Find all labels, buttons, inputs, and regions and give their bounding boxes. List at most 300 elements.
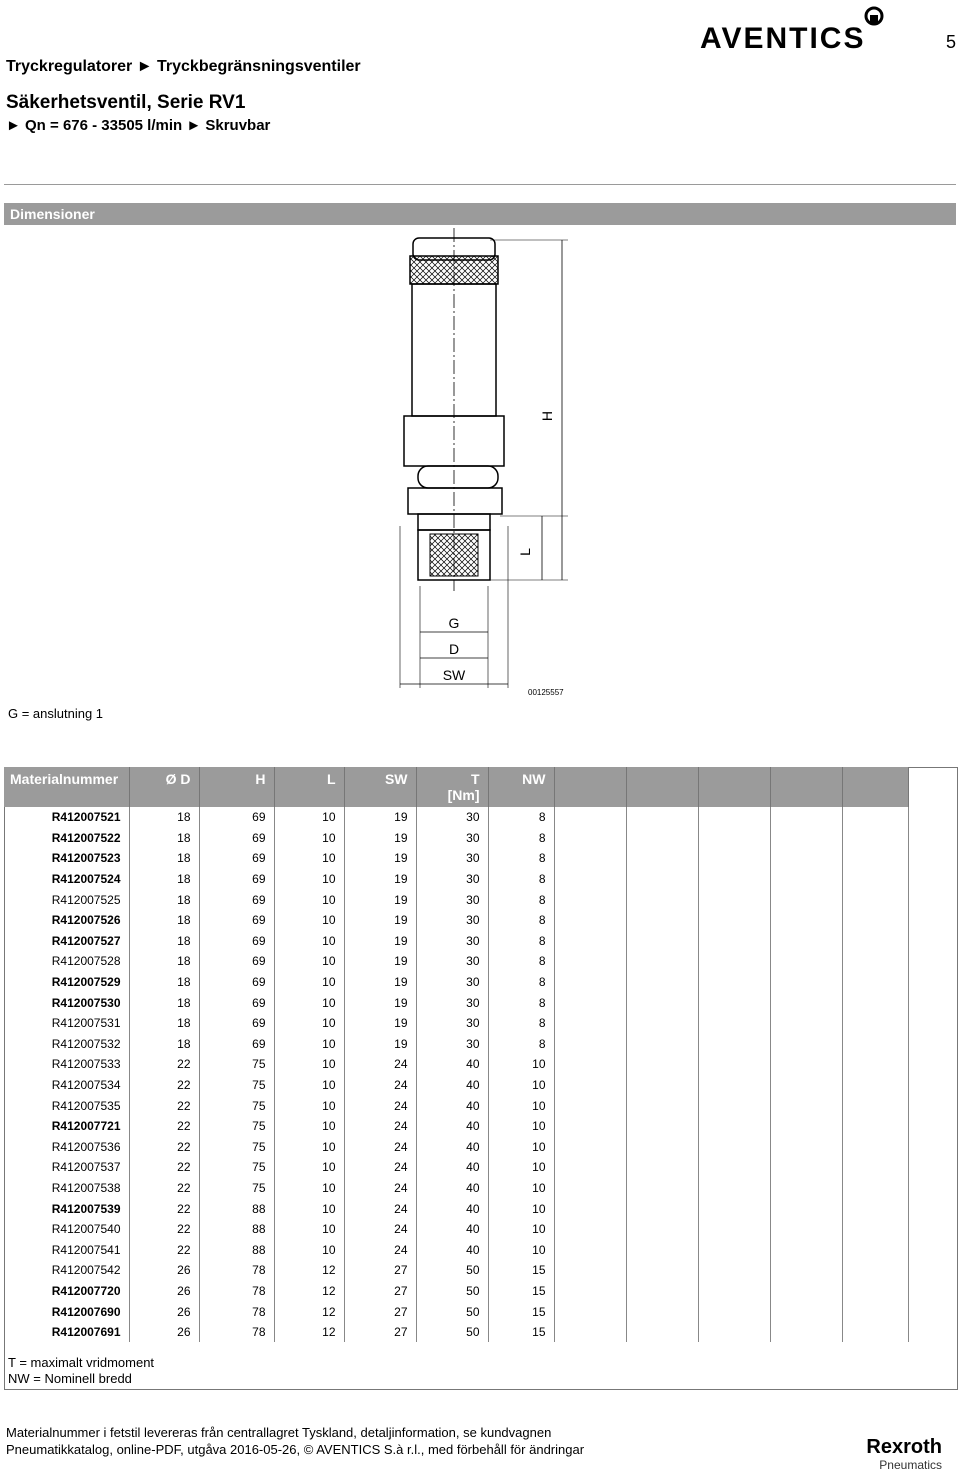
empty-cell <box>626 972 698 993</box>
table-row <box>4 1116 908 1137</box>
table-cell: 19 <box>344 1013 416 1034</box>
table-cell: 10 <box>274 869 344 890</box>
page-number: 5 <box>945 32 956 52</box>
empty-cell <box>770 1239 842 1260</box>
dim-g: G <box>448 615 460 631</box>
table-cell: 10 <box>274 807 344 828</box>
empty-cell <box>842 1013 908 1034</box>
empty-cell <box>554 1137 626 1158</box>
table-cell: 26 <box>129 1301 199 1322</box>
table-cell: 8 <box>488 828 554 849</box>
material-number: R412007528 <box>4 951 129 972</box>
table-cell: 18 <box>129 848 199 869</box>
material-number: R412007537 <box>4 1157 129 1178</box>
empty-cell <box>842 951 908 972</box>
empty-cell <box>626 848 698 869</box>
table-cell: 24 <box>344 1239 416 1260</box>
table-cell: 69 <box>199 807 274 828</box>
table-cell: 40 <box>416 1239 488 1260</box>
empty-cell <box>770 951 842 972</box>
table-cell: 26 <box>129 1281 199 1302</box>
table-cell: 22 <box>129 1054 199 1075</box>
material-number: R412007691 <box>4 1322 129 1343</box>
table-cell: 22 <box>129 1116 199 1137</box>
empty-cell <box>626 1322 698 1343</box>
empty-cell <box>842 1095 908 1116</box>
table-row <box>4 1137 908 1158</box>
empty-cell <box>554 848 626 869</box>
table-cell: 10 <box>274 1178 344 1199</box>
empty-cell <box>554 1157 626 1178</box>
table-row <box>4 1013 908 1034</box>
table-cell: 10 <box>488 1116 554 1137</box>
material-number: R412007523 <box>4 848 129 869</box>
empty-cell <box>770 1137 842 1158</box>
table-cell: 69 <box>199 931 274 952</box>
empty-cell <box>626 828 698 849</box>
table-cell: 10 <box>488 1178 554 1199</box>
empty-cell <box>770 1095 842 1116</box>
empty-cell <box>554 889 626 910</box>
empty-cell <box>554 1116 626 1137</box>
col-materialnummer: Materialnummer <box>4 767 129 807</box>
footer-catalog: Pneumatikkatalog, online-PDF, utgåva 2016-05-26, © AVENTICS S.à r.l., med förbehåll för ändringar <box>6 1442 585 1457</box>
material-number: R412007539 <box>4 1198 129 1219</box>
empty-cell <box>554 1013 626 1034</box>
table-cell: 19 <box>344 972 416 993</box>
material-number: R412007720 <box>4 1281 129 1302</box>
table-cell: 40 <box>416 1178 488 1199</box>
dim-l: L <box>517 548 533 556</box>
table-cell: 30 <box>416 1034 488 1055</box>
col-sw: SW <box>344 767 416 807</box>
table-cell: 22 <box>129 1075 199 1096</box>
table-cell: 50 <box>416 1281 488 1302</box>
table-cell: 78 <box>199 1322 274 1343</box>
dimensions-table <box>4 767 909 1342</box>
table-row <box>4 1239 908 1260</box>
empty-cell <box>770 1013 842 1034</box>
table-cell: 69 <box>199 848 274 869</box>
table-cell: 10 <box>274 1198 344 1219</box>
empty-cell <box>626 1239 698 1260</box>
table-cell: 8 <box>488 869 554 890</box>
table-cell: 22 <box>129 1095 199 1116</box>
table-cell: 18 <box>129 828 199 849</box>
empty-cell <box>626 1013 698 1034</box>
empty-cell <box>626 992 698 1013</box>
table-cell: 10 <box>274 1137 344 1158</box>
empty-cell <box>842 1157 908 1178</box>
table-cell: 30 <box>416 889 488 910</box>
table-cell: 10 <box>488 1137 554 1158</box>
table-cell: 8 <box>488 931 554 952</box>
empty-cell <box>842 1116 908 1137</box>
note-t: T = maximalt vridmoment <box>8 1355 155 1370</box>
empty-cell <box>842 807 908 828</box>
table-cell: 19 <box>344 931 416 952</box>
empty-cell <box>770 889 842 910</box>
table-row <box>4 1322 908 1343</box>
table-cell: 10 <box>274 972 344 993</box>
empty-cell <box>626 1198 698 1219</box>
empty-cell <box>698 910 770 931</box>
table-cell: 24 <box>344 1137 416 1158</box>
table-row <box>4 1198 908 1219</box>
table-row <box>4 1178 908 1199</box>
table-cell: 24 <box>344 1054 416 1075</box>
table-cell: 26 <box>129 1260 199 1281</box>
empty-cell <box>770 1054 842 1075</box>
rexroth-logo: Rexroth <box>866 1436 942 1458</box>
empty-cell <box>698 1322 770 1343</box>
table-cell: 12 <box>274 1260 344 1281</box>
empty-cell <box>698 1178 770 1199</box>
table-row <box>4 951 908 972</box>
breadcrumb: Tryckregulatorer ► Tryckbegränsningsventiler <box>6 58 361 75</box>
empty-cell <box>698 889 770 910</box>
empty-cell <box>626 1281 698 1302</box>
material-number: R412007530 <box>4 992 129 1013</box>
table-cell: 10 <box>274 828 344 849</box>
table-cell: 69 <box>199 1013 274 1034</box>
table-cell: 30 <box>416 869 488 890</box>
table-cell: 8 <box>488 992 554 1013</box>
table-cell: 40 <box>416 1198 488 1219</box>
empty-cell <box>842 1075 908 1096</box>
table-cell: 75 <box>199 1157 274 1178</box>
table-cell: 12 <box>274 1281 344 1302</box>
table-cell: 30 <box>416 931 488 952</box>
empty-cell <box>626 1116 698 1137</box>
table-cell: 19 <box>344 1034 416 1055</box>
empty-cell <box>842 1301 908 1322</box>
empty-cell <box>698 1219 770 1240</box>
table-cell: 18 <box>129 910 199 931</box>
table-cell: 30 <box>416 992 488 1013</box>
table-cell: 10 <box>274 848 344 869</box>
table-cell: 10 <box>274 910 344 931</box>
empty-cell <box>554 910 626 931</box>
table-cell: 30 <box>416 951 488 972</box>
empty-cell <box>626 1178 698 1199</box>
divider <box>4 184 956 185</box>
material-number: R412007527 <box>4 931 129 952</box>
material-number: R412007538 <box>4 1178 129 1199</box>
table-cell: 15 <box>488 1281 554 1302</box>
table-cell: 27 <box>344 1301 416 1322</box>
empty-cell <box>698 807 770 828</box>
drawing-number: 00125557 <box>528 688 564 697</box>
empty-cell <box>698 951 770 972</box>
empty-cell <box>770 828 842 849</box>
table-row <box>4 931 908 952</box>
table-cell: 15 <box>488 1322 554 1343</box>
empty-cell <box>698 1137 770 1158</box>
table-cell: 50 <box>416 1322 488 1343</box>
empty-cell <box>842 828 908 849</box>
material-number: R412007521 <box>4 807 129 828</box>
empty-cell <box>698 1281 770 1302</box>
empty-cell <box>554 1219 626 1240</box>
empty-cell <box>626 1034 698 1055</box>
table-cell: 40 <box>416 1219 488 1240</box>
empty-cell <box>770 869 842 890</box>
table-cell: 40 <box>416 1054 488 1075</box>
col-diameter: Ø D <box>129 767 199 807</box>
material-number: R412007531 <box>4 1013 129 1034</box>
col-h: H <box>199 767 274 807</box>
table-row <box>4 1034 908 1055</box>
table-cell: 12 <box>274 1301 344 1322</box>
table-row <box>4 807 908 828</box>
table-cell: 19 <box>344 910 416 931</box>
table-cell: 18 <box>129 869 199 890</box>
empty-cell <box>842 992 908 1013</box>
connection-note: G = anslutning 1 <box>8 706 104 721</box>
empty-cell <box>698 1054 770 1075</box>
empty-cell <box>626 1301 698 1322</box>
empty-cell <box>626 889 698 910</box>
section-header: Dimensioner <box>4 203 956 225</box>
table-cell: 24 <box>344 1075 416 1096</box>
dim-sw: SW <box>442 667 466 683</box>
table-cell: 22 <box>129 1157 199 1178</box>
table-cell: 8 <box>488 807 554 828</box>
empty-cell <box>842 1322 908 1343</box>
table-row <box>4 828 908 849</box>
empty-cell <box>770 1034 842 1055</box>
table-cell: 78 <box>199 1301 274 1322</box>
empty-cell <box>554 972 626 993</box>
table-cell: 10 <box>488 1054 554 1075</box>
table-cell: 40 <box>416 1095 488 1116</box>
empty-cell <box>770 1178 842 1199</box>
aventics-logo <box>700 4 890 59</box>
empty-cell <box>626 951 698 972</box>
empty-cell <box>842 1137 908 1158</box>
valve-drawing <box>390 226 590 701</box>
table-row <box>4 1219 908 1240</box>
empty-cell <box>842 1198 908 1219</box>
table-cell: 78 <box>199 1281 274 1302</box>
empty-cell <box>842 931 908 952</box>
empty-cell <box>626 910 698 931</box>
empty-cell <box>770 1198 842 1219</box>
empty-cell <box>770 992 842 1013</box>
material-number: R412007534 <box>4 1075 129 1096</box>
table-row <box>4 972 908 993</box>
table-cell: 8 <box>488 889 554 910</box>
table-cell: 22 <box>129 1198 199 1219</box>
empty-cell <box>626 1260 698 1281</box>
empty-cell <box>842 1260 908 1281</box>
table-cell: 10 <box>274 1075 344 1096</box>
empty-cell <box>698 1013 770 1034</box>
empty-cell <box>554 828 626 849</box>
empty-cell <box>770 1301 842 1322</box>
material-number: R412007525 <box>4 889 129 910</box>
table-cell: 10 <box>488 1198 554 1219</box>
empty-cell <box>698 931 770 952</box>
empty-cell <box>698 992 770 1013</box>
col-empty <box>626 767 698 807</box>
table-cell: 10 <box>274 889 344 910</box>
table-cell: 19 <box>344 869 416 890</box>
table-cell: 18 <box>129 992 199 1013</box>
empty-cell <box>554 1198 626 1219</box>
table-row <box>4 889 908 910</box>
table-cell: 75 <box>199 1075 274 1096</box>
material-number: R412007532 <box>4 1034 129 1055</box>
page-subtitle: ► Qn = 676 - 33505 l/min ► Skruvbar <box>6 117 271 134</box>
empty-cell <box>842 1034 908 1055</box>
table-row <box>4 1281 908 1302</box>
empty-cell <box>770 1116 842 1137</box>
table-cell: 30 <box>416 807 488 828</box>
table-cell: 75 <box>199 1095 274 1116</box>
table-row <box>4 1075 908 1096</box>
table-cell: 10 <box>488 1095 554 1116</box>
table-cell: 69 <box>199 910 274 931</box>
empty-cell <box>554 1301 626 1322</box>
empty-cell <box>554 1054 626 1075</box>
empty-cell <box>698 1239 770 1260</box>
table-cell: 24 <box>344 1219 416 1240</box>
table-cell: 40 <box>416 1116 488 1137</box>
material-number: R412007526 <box>4 910 129 931</box>
empty-cell <box>626 1219 698 1240</box>
table-cell: 27 <box>344 1281 416 1302</box>
empty-cell <box>770 848 842 869</box>
table-cell: 10 <box>274 1116 344 1137</box>
empty-cell <box>770 910 842 931</box>
table-cell: 15 <box>488 1301 554 1322</box>
table-cell: 18 <box>129 807 199 828</box>
material-number: R412007542 <box>4 1260 129 1281</box>
empty-cell <box>770 1322 842 1343</box>
empty-cell <box>626 1137 698 1158</box>
empty-cell <box>770 1281 842 1302</box>
empty-cell <box>698 828 770 849</box>
table-cell: 75 <box>199 1178 274 1199</box>
empty-cell <box>842 1281 908 1302</box>
empty-cell <box>842 1219 908 1240</box>
empty-cell <box>698 1260 770 1281</box>
empty-cell <box>698 869 770 890</box>
empty-cell <box>842 869 908 890</box>
dim-h: H <box>539 410 555 422</box>
empty-cell <box>554 1239 626 1260</box>
material-number: R412007535 <box>4 1095 129 1116</box>
table-cell: 19 <box>344 848 416 869</box>
dim-d: D <box>448 641 460 657</box>
table-cell: 10 <box>488 1219 554 1240</box>
table-cell: 30 <box>416 910 488 931</box>
col-empty <box>842 767 908 807</box>
material-number: R412007524 <box>4 869 129 890</box>
table-cell: 26 <box>129 1322 199 1343</box>
empty-cell <box>554 951 626 972</box>
table-cell: 19 <box>344 992 416 1013</box>
empty-cell <box>554 931 626 952</box>
table-cell: 75 <box>199 1054 274 1075</box>
empty-cell <box>626 1157 698 1178</box>
table-row <box>4 910 908 931</box>
table-cell: 12 <box>274 1322 344 1343</box>
empty-cell <box>770 1157 842 1178</box>
table-cell: 75 <box>199 1137 274 1158</box>
note-nw: NW = Nominell bredd <box>8 1371 132 1386</box>
table-cell: 88 <box>199 1219 274 1240</box>
empty-cell <box>842 1239 908 1260</box>
empty-cell <box>698 848 770 869</box>
empty-cell <box>842 848 908 869</box>
table-cell: 69 <box>199 1034 274 1055</box>
empty-cell <box>554 992 626 1013</box>
table-cell: 30 <box>416 828 488 849</box>
table-cell: 10 <box>488 1239 554 1260</box>
table-cell: 10 <box>274 951 344 972</box>
table-cell: 10 <box>274 1239 344 1260</box>
table-cell: 24 <box>344 1116 416 1137</box>
table-cell: 24 <box>344 1198 416 1219</box>
table-cell: 8 <box>488 972 554 993</box>
table-cell: 18 <box>129 1013 199 1034</box>
page-title: Säkerhetsventil, Serie RV1 <box>6 92 246 113</box>
table-cell: 10 <box>488 1075 554 1096</box>
material-number: R412007529 <box>4 972 129 993</box>
table-cell: 8 <box>488 910 554 931</box>
col-nw: NW <box>488 767 554 807</box>
table-cell: 18 <box>129 972 199 993</box>
table-cell: 40 <box>416 1075 488 1096</box>
empty-cell <box>698 972 770 993</box>
empty-cell <box>698 1198 770 1219</box>
empty-cell <box>842 910 908 931</box>
table-cell: 78 <box>199 1260 274 1281</box>
table-cell: 88 <box>199 1239 274 1260</box>
col-t: T [Nm] <box>416 767 488 807</box>
table-cell: 24 <box>344 1095 416 1116</box>
empty-cell <box>626 1095 698 1116</box>
table-cell: 10 <box>274 1013 344 1034</box>
table-row <box>4 1260 908 1281</box>
table-cell: 69 <box>199 992 274 1013</box>
material-number: R412007540 <box>4 1219 129 1240</box>
table-header-row <box>4 767 908 807</box>
col-empty <box>770 767 842 807</box>
material-number: R412007541 <box>4 1239 129 1260</box>
table-cell: 18 <box>129 889 199 910</box>
table-cell: 18 <box>129 1034 199 1055</box>
table-row <box>4 848 908 869</box>
empty-cell <box>554 1322 626 1343</box>
table-cell: 8 <box>488 951 554 972</box>
table-cell: 75 <box>199 1116 274 1137</box>
empty-cell <box>842 972 908 993</box>
table-cell: 30 <box>416 848 488 869</box>
empty-cell <box>698 1157 770 1178</box>
empty-cell <box>626 1054 698 1075</box>
material-number: R412007721 <box>4 1116 129 1137</box>
empty-cell <box>770 931 842 952</box>
table-row <box>4 1157 908 1178</box>
table-cell: 10 <box>274 1157 344 1178</box>
empty-cell <box>554 1178 626 1199</box>
table-cell: 15 <box>488 1260 554 1281</box>
col-empty <box>554 767 626 807</box>
